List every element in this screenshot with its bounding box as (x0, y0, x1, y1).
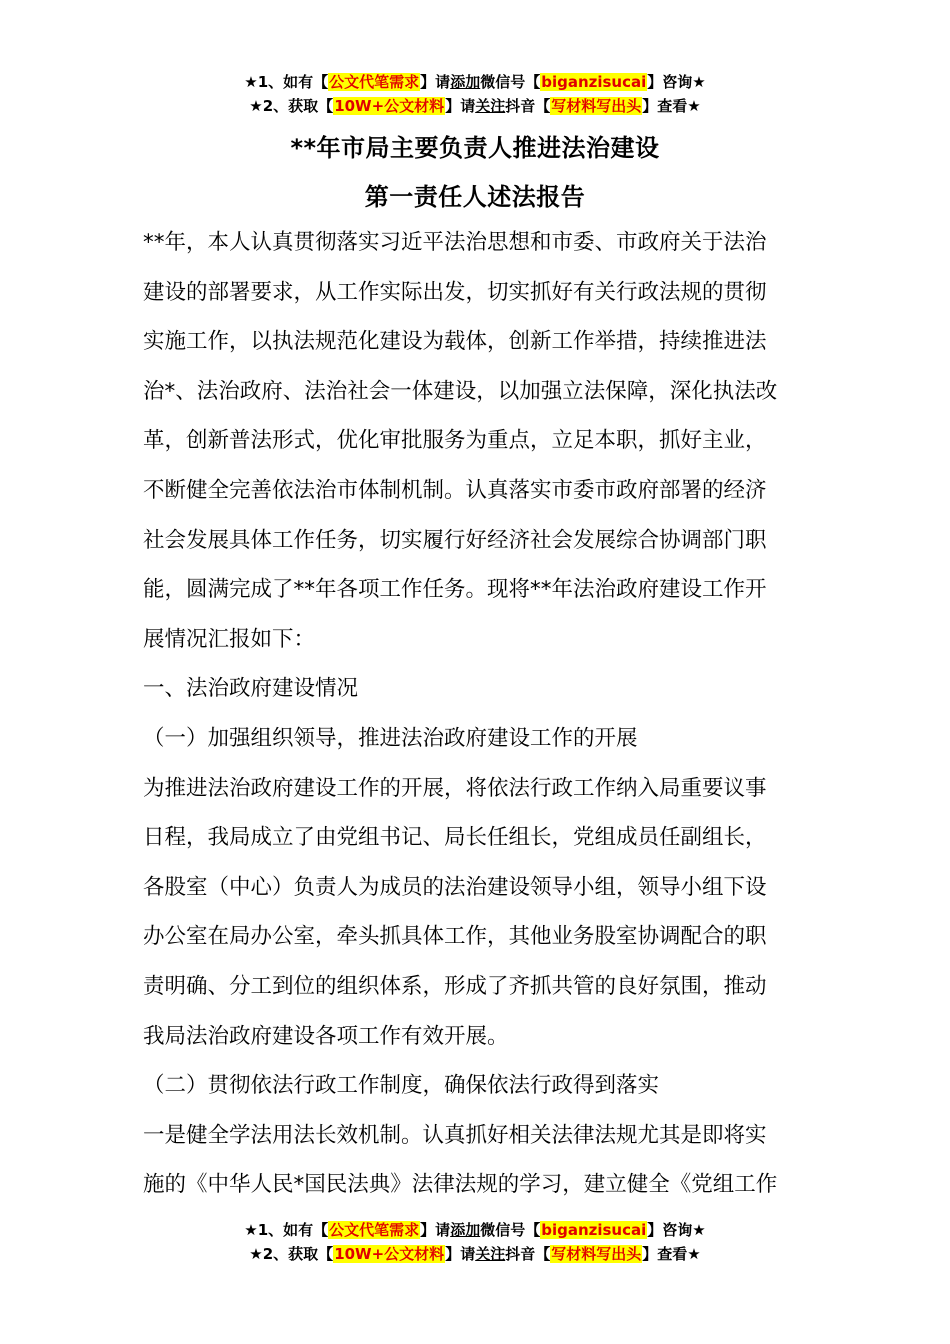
body-line: 一是健全学法用法长效机制。认真抓好相关法律法规尤其是即将实 (143, 1122, 767, 1148)
banner-underline: 添加 (450, 1221, 481, 1239)
body-line: 施的《中华人民*国民法典》法律法规的学习，建立健全《党组工作 (143, 1172, 778, 1198)
body-line: 我局法治政府建设各项工作有效开展。 (143, 1023, 509, 1049)
body-line: 责明确、分工到位的组织体系，形成了齐抓共管的良好氛围，推动 (143, 973, 767, 999)
banner-text: 】查看★ (642, 1245, 701, 1263)
body-line: 为推进法治政府建设工作的开展，将依法行政工作纳入局重要议事 (143, 775, 767, 801)
banner-highlight: 公文代笔需求 (329, 73, 420, 91)
subsection-heading: （一）加强组织领导，推进法治政府建设工作的开展 (143, 725, 638, 751)
banner-underline: 关注 (475, 97, 506, 115)
banner-line-2 (0, 1242, 950, 1266)
banner-text: 】咨询★ (647, 73, 706, 91)
document-title-line-2: 第一责任人述法报告 (364, 183, 586, 211)
body-line: **年，本人认真贯彻落实习近平法治思想和市委、市政府关于法治 (143, 230, 767, 255)
banner-text: 抖音【 (505, 1245, 551, 1263)
banner-underline: 关注 (475, 1245, 506, 1263)
banner-line-1 (0, 1218, 950, 1242)
banner-line-2 (0, 94, 950, 118)
banner-text: 】查看★ (642, 97, 701, 115)
banner-highlight: biganzisucai (541, 73, 647, 91)
banner-text: 】请 (420, 73, 451, 91)
body-line: 各股室（中心）负责人为成员的法治建设领导小组，领导小组下设 (143, 874, 767, 900)
banner-highlight: biganzisucai (541, 1221, 647, 1239)
body-line: 社会发展具体工作任务，切实履行好经济社会发展综合协调部门职 (143, 527, 767, 553)
body-line: 治*、法治政府、法治社会一体建设，以加强立法保障，深化执法改 (143, 378, 778, 404)
banner-line-1 (0, 70, 950, 94)
banner-text: 】请 (445, 97, 476, 115)
banner-text: ★1、如有【 (244, 73, 329, 91)
banner-text: 】咨询★ (647, 1221, 706, 1239)
footer-banner (0, 1218, 950, 1266)
banner-text: ★2、获取【 (249, 1245, 334, 1263)
section-heading: 一、法治政府建设情况 (143, 676, 359, 702)
banner-highlight: 10W+公文材料 (334, 97, 445, 115)
banner-underline: 添加 (450, 73, 481, 91)
body-line: 建设的部署要求，从工作实际出发，切实抓好有关行政法规的贯彻 (143, 279, 767, 305)
header-banner (0, 70, 950, 118)
banner-highlight: 写材料写出头 (551, 1245, 642, 1263)
banner-text: 微信号【 (480, 1221, 541, 1239)
banner-highlight: 写材料写出头 (551, 97, 642, 115)
document-body (143, 218, 811, 1210)
banner-highlight: 公文代笔需求 (329, 1221, 420, 1239)
banner-text: ★1、如有【 (244, 1221, 329, 1239)
body-line: 不断健全完善依法治市体制机制。认真落实市委市政府部署的经济 (143, 477, 767, 503)
body-line: 展情况汇报如下： (143, 626, 316, 652)
body-line: 实施工作，以执法规范化建设为载体，创新工作举措，持续推进法 (143, 329, 767, 355)
body-line: 办公室在局办公室，牵头抓具体工作，其他业务股室协调配合的职 (143, 924, 767, 950)
banner-text: 】请 (420, 1221, 451, 1239)
banner-text: 】请 (445, 1245, 476, 1263)
body-line: 日程，我局成立了由党组书记、局长任组长，党组成员任副组长， (143, 825, 767, 851)
banner-highlight: 10W+公文材料 (334, 1245, 445, 1263)
banner-text: ★2、获取【 (249, 97, 334, 115)
banner-text: 抖音【 (505, 97, 551, 115)
document-title-line-1: **年市局主要负责人推进法治建设 (290, 134, 660, 162)
subsection-heading: （二）贯彻依法行政工作制度，确保依法行政得到落实 (143, 1073, 660, 1099)
body-line: 革，创新普法形式，优化审批服务为重点，立足本职，抓好主业， (143, 428, 767, 454)
body-line: 能，圆满完成了**年各项工作任务。现将**年法治政府建设工作开 (143, 577, 767, 603)
banner-text: 微信号【 (480, 73, 541, 91)
